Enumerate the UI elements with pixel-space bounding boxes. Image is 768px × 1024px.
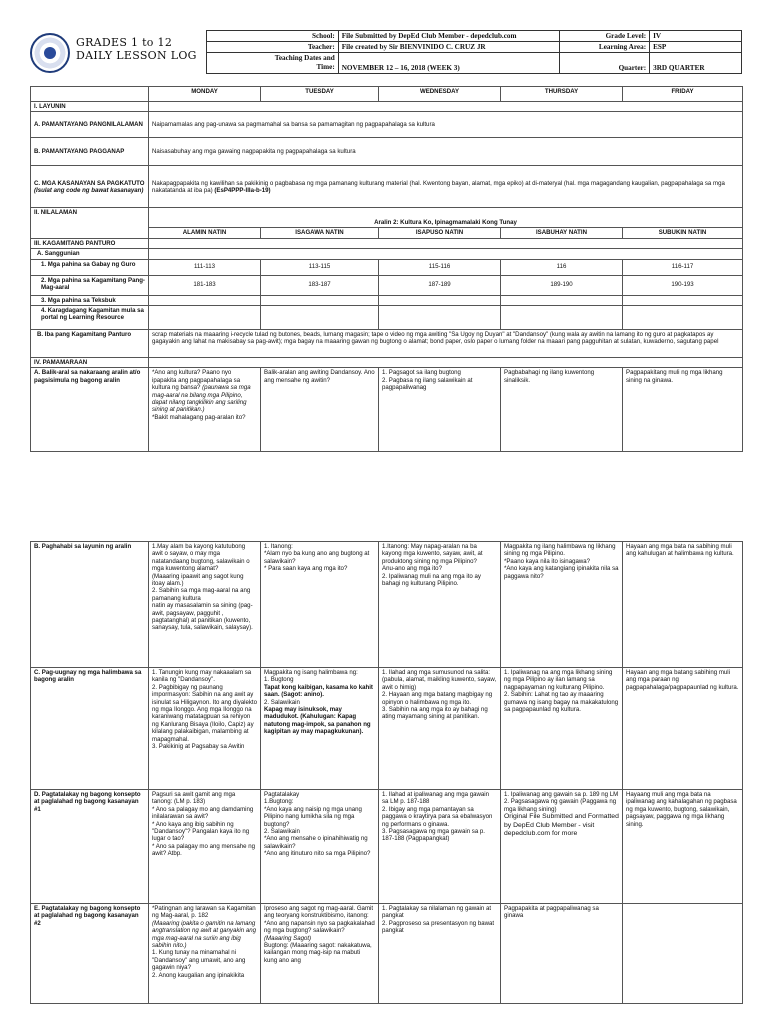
row-sanggunian [31, 249, 743, 259]
row-kagamitang-mag-aaral [31, 275, 743, 295]
sub-isabuhay: ISABUHAY NATIN [501, 228, 623, 238]
guro-thu: 116 [501, 259, 623, 275]
pagtatalakay-2-fri [623, 904, 743, 1004]
guro-fri: 116-117 [623, 259, 743, 275]
pag-uugnay-tue-bugtong: Tapat kong kaibigan, kasama ko kahit saan. (Sagot: anino). [264, 683, 373, 699]
sanggunian-label: A. Sanggunian [31, 249, 149, 259]
sub-subukin: SUBUKIN NATIN [623, 228, 743, 238]
day-tuesday: TUESDAY [261, 87, 379, 102]
kasanayan-note: (Isulat ang code ng bawat kasanayan) [34, 186, 144, 194]
kagamitan-label: III. KAGAMITANG PANTURO [31, 238, 149, 248]
paghahabi-tue: 1. Itanong: *Alam nyo ba kung ano ang bugtong at salawikain? * Para saan kaya ang mga ito? [261, 542, 379, 668]
dates-label [207, 53, 339, 74]
balik-fri: Pagpapakitang muli ng mga likhang sining na ginawa. [623, 368, 743, 452]
aralin-title: Aralin 2: Kultura Ko, Ipinagmamalaki Kong Tunay [149, 208, 743, 228]
grade-label: Grade Level: [560, 31, 650, 42]
balik-tue: Balik-aralan ang awiting Dandansoy. Ano ang mensahe ng awitin? [261, 368, 379, 452]
row-pagtatalakay-2 [31, 904, 743, 1004]
pagtatalakay-2-mon-3: 1. Kung tunay na minamahal ni "Dandansoy" ang umawit, ano ang gagawin niya? 2. Anong kaugalian ang ipinakikita [152, 949, 246, 979]
dates-value: NOVEMBER 12 – 16, 2018 (WEEK 3) [338, 53, 560, 74]
meta-table [206, 30, 742, 74]
guro-mon: 111-113 [149, 259, 261, 275]
day-header-row [31, 87, 743, 102]
title-line-2: DAILY LESSON LOG [76, 49, 197, 62]
guro-tue: 113-115 [261, 259, 379, 275]
row-balik-aral [31, 368, 743, 452]
pagtatalakay-2-tue-note: (Maaaring Sagot) [264, 934, 312, 942]
pagtatalakay-2-mon-1: *Patingnan ang larawan sa Kagamitan ng Mag-aaral, p. 182 [152, 905, 256, 920]
pagtatalakay-2-mon-cell [149, 904, 261, 1004]
teacher-value: File created by Sir BIENVINIDO C. CRUZ JR [338, 42, 560, 53]
pagganap-label: B. PAMANTAYANG PAGGANAP [31, 138, 149, 166]
guro-wed: 115-116 [379, 259, 501, 275]
quarter-label: Quarter: [560, 53, 650, 74]
pagtatalakay-1-thu-cell [501, 790, 623, 904]
quarter-value: 3RD QUARTER [650, 53, 742, 74]
row-learning-resource [31, 306, 743, 330]
deped-seal-icon [30, 33, 70, 73]
balik-mon-note: (paunawa sa mga mag-aaral na bilang mga Pilipino, dapat nilang tangkilikin ang sariling sining at panitikan.) [152, 384, 251, 414]
row-gabay-guro [31, 259, 743, 275]
layunin-label: I. LAYUNIN [31, 102, 149, 112]
paghahabi-fri: Hayaan ang mga bata na sabihing muli ang kahulugan at halimbawa ng kultura. [623, 542, 743, 668]
pagtatalakay-1-tue: Pagtatalakay 1.Bugtong: *Ano kaya ang naisip ng mga unang Pilipino nang lumikha sila ng mga bugtong? 2. Salawikain *Ano ang mensahe o ipinahihiwatig ng salawikain? *Ano ang itinuturo nito sa mga Pilipino? [261, 790, 379, 904]
pagtatalakay-1-mon: Pagsuri sa awit gamit ang mga tanong: (LM p. 183) * Ano sa palagay mo ang damdaming inilalarawan sa awit? * Ano kaya ang ibig sabihin ng "Dandansoy"? Pangalan kaya ito ng lugar o tao? * Ano sa palagay mo ang mensahe ng awit? Atbp. [149, 790, 261, 904]
pag-uugnay-tue-salawikain: Kapag may isinuksok, may madudukot. (Kahulugan: Kapag natutong mag-impok, sa panahon ng kagipitan ay may mapagkukunan). [264, 706, 371, 736]
paghahabi-thu: Magpakita ng ilang halimbawa ng likhang sining ng mga Pilipino. *Paano kaya nila ito isinagawa? *Ano kaya ang katangiang ipinakita nila sa paggawa nito? [501, 542, 623, 668]
document-title [76, 36, 197, 62]
mag-thu: 189-190 [501, 275, 623, 295]
mag-wed: 187-189 [379, 275, 501, 295]
lesson-log-page-2 [30, 541, 742, 1004]
pagtatalakay-2-mon-note: (Maaaring ipakita o gamitin na lamang angtranslation ng awit at ganyakin ang mga mag-aaral na suriin ang ibig sabihin nito.) [152, 919, 257, 950]
row-kasanayan [31, 166, 743, 208]
teacher-label: Teacher: [207, 42, 339, 53]
lesson-table-2 [30, 541, 743, 1004]
row-pamantayang-pangnilalaman [31, 112, 743, 138]
day-header-blank [31, 87, 149, 102]
row-iba-pang-kagamitan [31, 330, 743, 358]
kasanayan-value-cell [149, 166, 743, 208]
pagtatalakay-2-tue-cell [261, 904, 379, 1004]
pag-uugnay-mon: 1. Tanungin kung may nakaaalam sa kanila ng "Dandansoy". 2. Pagbibigay ng paunang impormasyon: Sabihin na ang awit ay isinulat sa Hiligaynon. Ito ang diyalekto ng mga Ilonggo. Ang mga Ilonggo na karaniwang matatagpuan sa rehiyon ng Kanlurang Bisaya (Iloilo, Capiz) ay kilalang palakaibigan, malambing at mapagmahal. 3. Pakikinig at Pagsabay sa Awitin [149, 668, 261, 790]
row-paghahabi [31, 542, 743, 668]
paghahabi-wed: 1.Itanong: May napag-aralan na ba kayong mga kuwento, sayaw, awit, at produktong sining ng mga Pilipino? Anu-ano ang mga ito? 2. Ipaliwanag muli na ang mga ito ay bahagi ng kulturang Pilipino. [379, 542, 501, 668]
pamamaraan-label: IV. PAMAMARAAN [31, 358, 149, 368]
balik-thu: Pagbabahagi ng ilang kuwentong sinaliksik. [501, 368, 623, 452]
pag-uugnay-tue-intro: Magpakita ng isang halimbawa ng: 1. Bugtong [264, 669, 358, 684]
kasanayan-code: (EsP4PPP-IIIa-b-19) [214, 186, 271, 194]
day-monday: MONDAY [149, 87, 261, 102]
title-line-1: GRADES 1 to 12 [76, 36, 173, 49]
lesson-table-1 [30, 86, 743, 452]
pagganap-value: Naisasabuhay ang mga gawaing nagpapakita ng pagpapahalaga sa kultura [149, 138, 743, 166]
pag-uugnay-thu: 1. Ipaliwanag na ang mga likhang sining ng mga Pilipino ay ilan lamang sa nagpapayaman ng kulturang Pilipino. 2. Sabihin: Lahat ng tao ay maaaring gumawa ng isang bagay na makakatulong sa pagpapaunlad ng kultura. [501, 668, 623, 790]
pagtatalakay-1-label: D. Pagtatalakay ng bagong konsepto at paglalahad ng bagong kasanayan #1 [31, 790, 149, 904]
day-thursday: THURSDAY [501, 87, 623, 102]
kasanayan-label: C. MGA KASANAYAN SA PAGKATUTO [34, 179, 145, 187]
pagtatalakay-2-wed: 1. Pagtalakay sa nilalaman ng gawain at pangkat 2. Pagproseso sa presentasyon ng bawat pangkat [379, 904, 501, 1004]
iba-value: scrap materials na maaaring i-recycle tulad ng butones, beads, lumang magasin; tape o video ng mga awiting "Sa Ugoy ng Duyan" at "Dandansoy" (kung wala ay awitin na lamang ito ng guro at pagkatapos ay gagayakin ang lahat na makisabay sa pag-awit); mga bagay na maaaring gawan ng bugtong o alamat; bond paper, oslo paper o lumang folder na maaari pang pagguhitan at sulatan, kuwaderno, sagutang papel [149, 330, 743, 358]
watermark-text: Original File Submitted and Formatted by DepEd Club Member - visit depedclub.com for more [504, 813, 619, 838]
area-value: ESP [650, 42, 742, 53]
row-teksbuk [31, 295, 743, 305]
row-nilalaman [31, 208, 743, 228]
pagtatalakay-1-wed: 1. Ilahad at ipaliwanag ang mga gawain sa LM p. 187-188 2. Ibigay ang mga pamantayan sa paggawa o kraytirya para sa ebalwasyon ng performans o ginawa. 3. Pagsasagawa ng mga gawain sa p. 187-188 (Pagpapangkat) [379, 790, 501, 904]
balik-aral-label: A. Balik-aral sa nakaraang aralin at/o pagsisimula ng bagong aralin [31, 368, 149, 452]
pagtatalakay-2-tue-1: Iproseso ang sagot ng mag-aaral. Gamit ang teoryang konstruktibismo, itanong: *Ano ang napansin nyo sa pagkakalahad ng mga bugtong? salawikain? [264, 905, 375, 935]
pagtatalakay-2-label: E. Pagtatalakay ng bagong konsepto at paglalahad ng bagong kasanayan #2 [31, 904, 149, 1004]
row-pagtatalakay-1 [31, 790, 743, 904]
lesson-log-page-1 [30, 30, 742, 452]
pagtatalakay-1-fri: Hayaang muli ang mga bata na ipaliwanag ang kahalagahan ng pagbasa ng mga kuwento, bugtong, salawikain, pagsayaw, paggawa ng mga likhang sining. [623, 790, 743, 904]
balik-mon-cell [149, 368, 261, 452]
pagtatalakay-2-tue-3: Bugtong: (Maaaring sagot: nakakatuwa, kailangan mong mag-isip na mabuti kung ano ang [264, 942, 372, 964]
sub-isagawa: ISAGAWA NATIN [261, 228, 379, 238]
teksbuk-label: 3. Mga pahina sa Teksbuk [31, 295, 149, 305]
dates-label-line1: Teaching Dates and [274, 54, 335, 62]
school-label: School: [207, 31, 339, 42]
dates-label-line2: Time: [316, 63, 335, 71]
sub-isapuso: ISAPUSO NATIN [379, 228, 501, 238]
pag-uugnay-wed: 1. Ilahad ang mga sumusunod na salita: (pabula, alamat, maikling kuwento, sayaw, awit o himig) 2. Hayaan ang mga batang magbigay ng opinyon o halimbawa ng mga ito. 3. Sabihin na ang mga ito ay bahagi ng ating mayamang sining at panitikan. [379, 668, 501, 790]
area-label: Learning Area: [560, 42, 650, 53]
balik-mon-q2: *Bakit mahalagang pag-aralan ito? [152, 413, 246, 421]
kasanayan-value: Nakapagpapakita ng kawilihan sa pakikinig o pagbabasa ng mga pamanang kulturang material (hal. Kwentong bayan, alamat, mga epiko) at di-materyal (hal. mga magagandang kaugalian, pagpapahalaga sa mga nakatatanda at iba pa) [152, 179, 725, 194]
pag-uugnay-tue-cell [261, 668, 379, 790]
pagtatalakay-1-thu: 1. Ipaliwanag ang gawain sa p. 189 ng LM 2. Pagsasagawa ng gawain (Paggawa ng mga likhang sining) [504, 791, 619, 813]
school-value: File Submitted by DepEd Club Member - depedclub.com [338, 31, 560, 42]
row-pamantayang-pagganap [31, 138, 743, 166]
gabay-guro-label: 1. Mga pahina sa Gabay ng Guro [31, 259, 149, 275]
pangnilalaman-label: A. PAMANTAYANG PANGNILALAMAN [31, 112, 149, 138]
day-wednesday: WEDNESDAY [379, 87, 501, 102]
balik-wed: 1. Pagsagot sa ilang bugtong 2. Pagbasa ng ilang salawikain at pagpapaliwanag [379, 368, 501, 452]
day-friday: FRIDAY [623, 87, 743, 102]
mag-aaral-label: 2. Mga pahina sa Kagamitang Pang-Mag-aaral [31, 275, 149, 295]
grade-value: IV [650, 31, 742, 42]
pag-uugnay-tue-sal-label: 2. Salawikain [264, 698, 300, 706]
row-kagamitan [31, 238, 743, 248]
row-pamamaraan [31, 358, 743, 368]
paghahabi-mon: 1.May alam ba kayong katutubong awit o sayaw, o may mga natatandaang bugtong, salawikain o mga kuwentong alamat? (Maaaring ipaawit ang sagot kung itoay alam.) 2. Sabihin sa mga mag-aaral na ang pamanang kultura natin ay masasalamin sa sining (pag-awit, pagsayaw, pagguhit , pagtatanghal) at panitikan (kuwento, sanaysay, tula, salawikain, salaysay). [149, 542, 261, 668]
pangnilalaman-value: Naipamamalas ang pag-unawa sa pagmamahal sa bansa sa pamamagitan ng pagpapahalaga sa kultura [149, 112, 743, 138]
pagtatalakay-2-thu: Pagpapakita at pagpapaliwanag sa ginawa [501, 904, 623, 1004]
kasanayan-label-cell [31, 166, 149, 208]
mag-tue: 183-187 [261, 275, 379, 295]
iba-label: B. Iba pang Kagamitang Panturo [31, 330, 149, 358]
pag-uugnay-label: C. Pag-uugnay ng mga halimbawa sa bagong aralin [31, 668, 149, 790]
header [30, 30, 742, 82]
row-layunin [31, 102, 743, 112]
learning-resource-label: 4. Karagdagang Kagamitan mula sa portal ng Learning Resource [31, 306, 149, 330]
mag-fri: 190-193 [623, 275, 743, 295]
balik-mon-q1: *Ano ang kultura? Paano nyo ipapakita ang pagpapahalaga sa kultura ng bansa? [152, 369, 241, 392]
pag-uugnay-fri: Hayaan ang mga batang sabihing muli ang mga paraan ng pagpapahalaga/pagpapaunlad ng kultura. [623, 668, 743, 790]
nilalaman-label: II. NILALAMAN [31, 208, 149, 238]
paghahabi-label: B. Paghahabi sa layunin ng aralin [31, 542, 149, 668]
mag-mon: 181-183 [149, 275, 261, 295]
sub-alamin: ALAMIN NATIN [149, 228, 261, 238]
row-pag-uugnay [31, 668, 743, 790]
